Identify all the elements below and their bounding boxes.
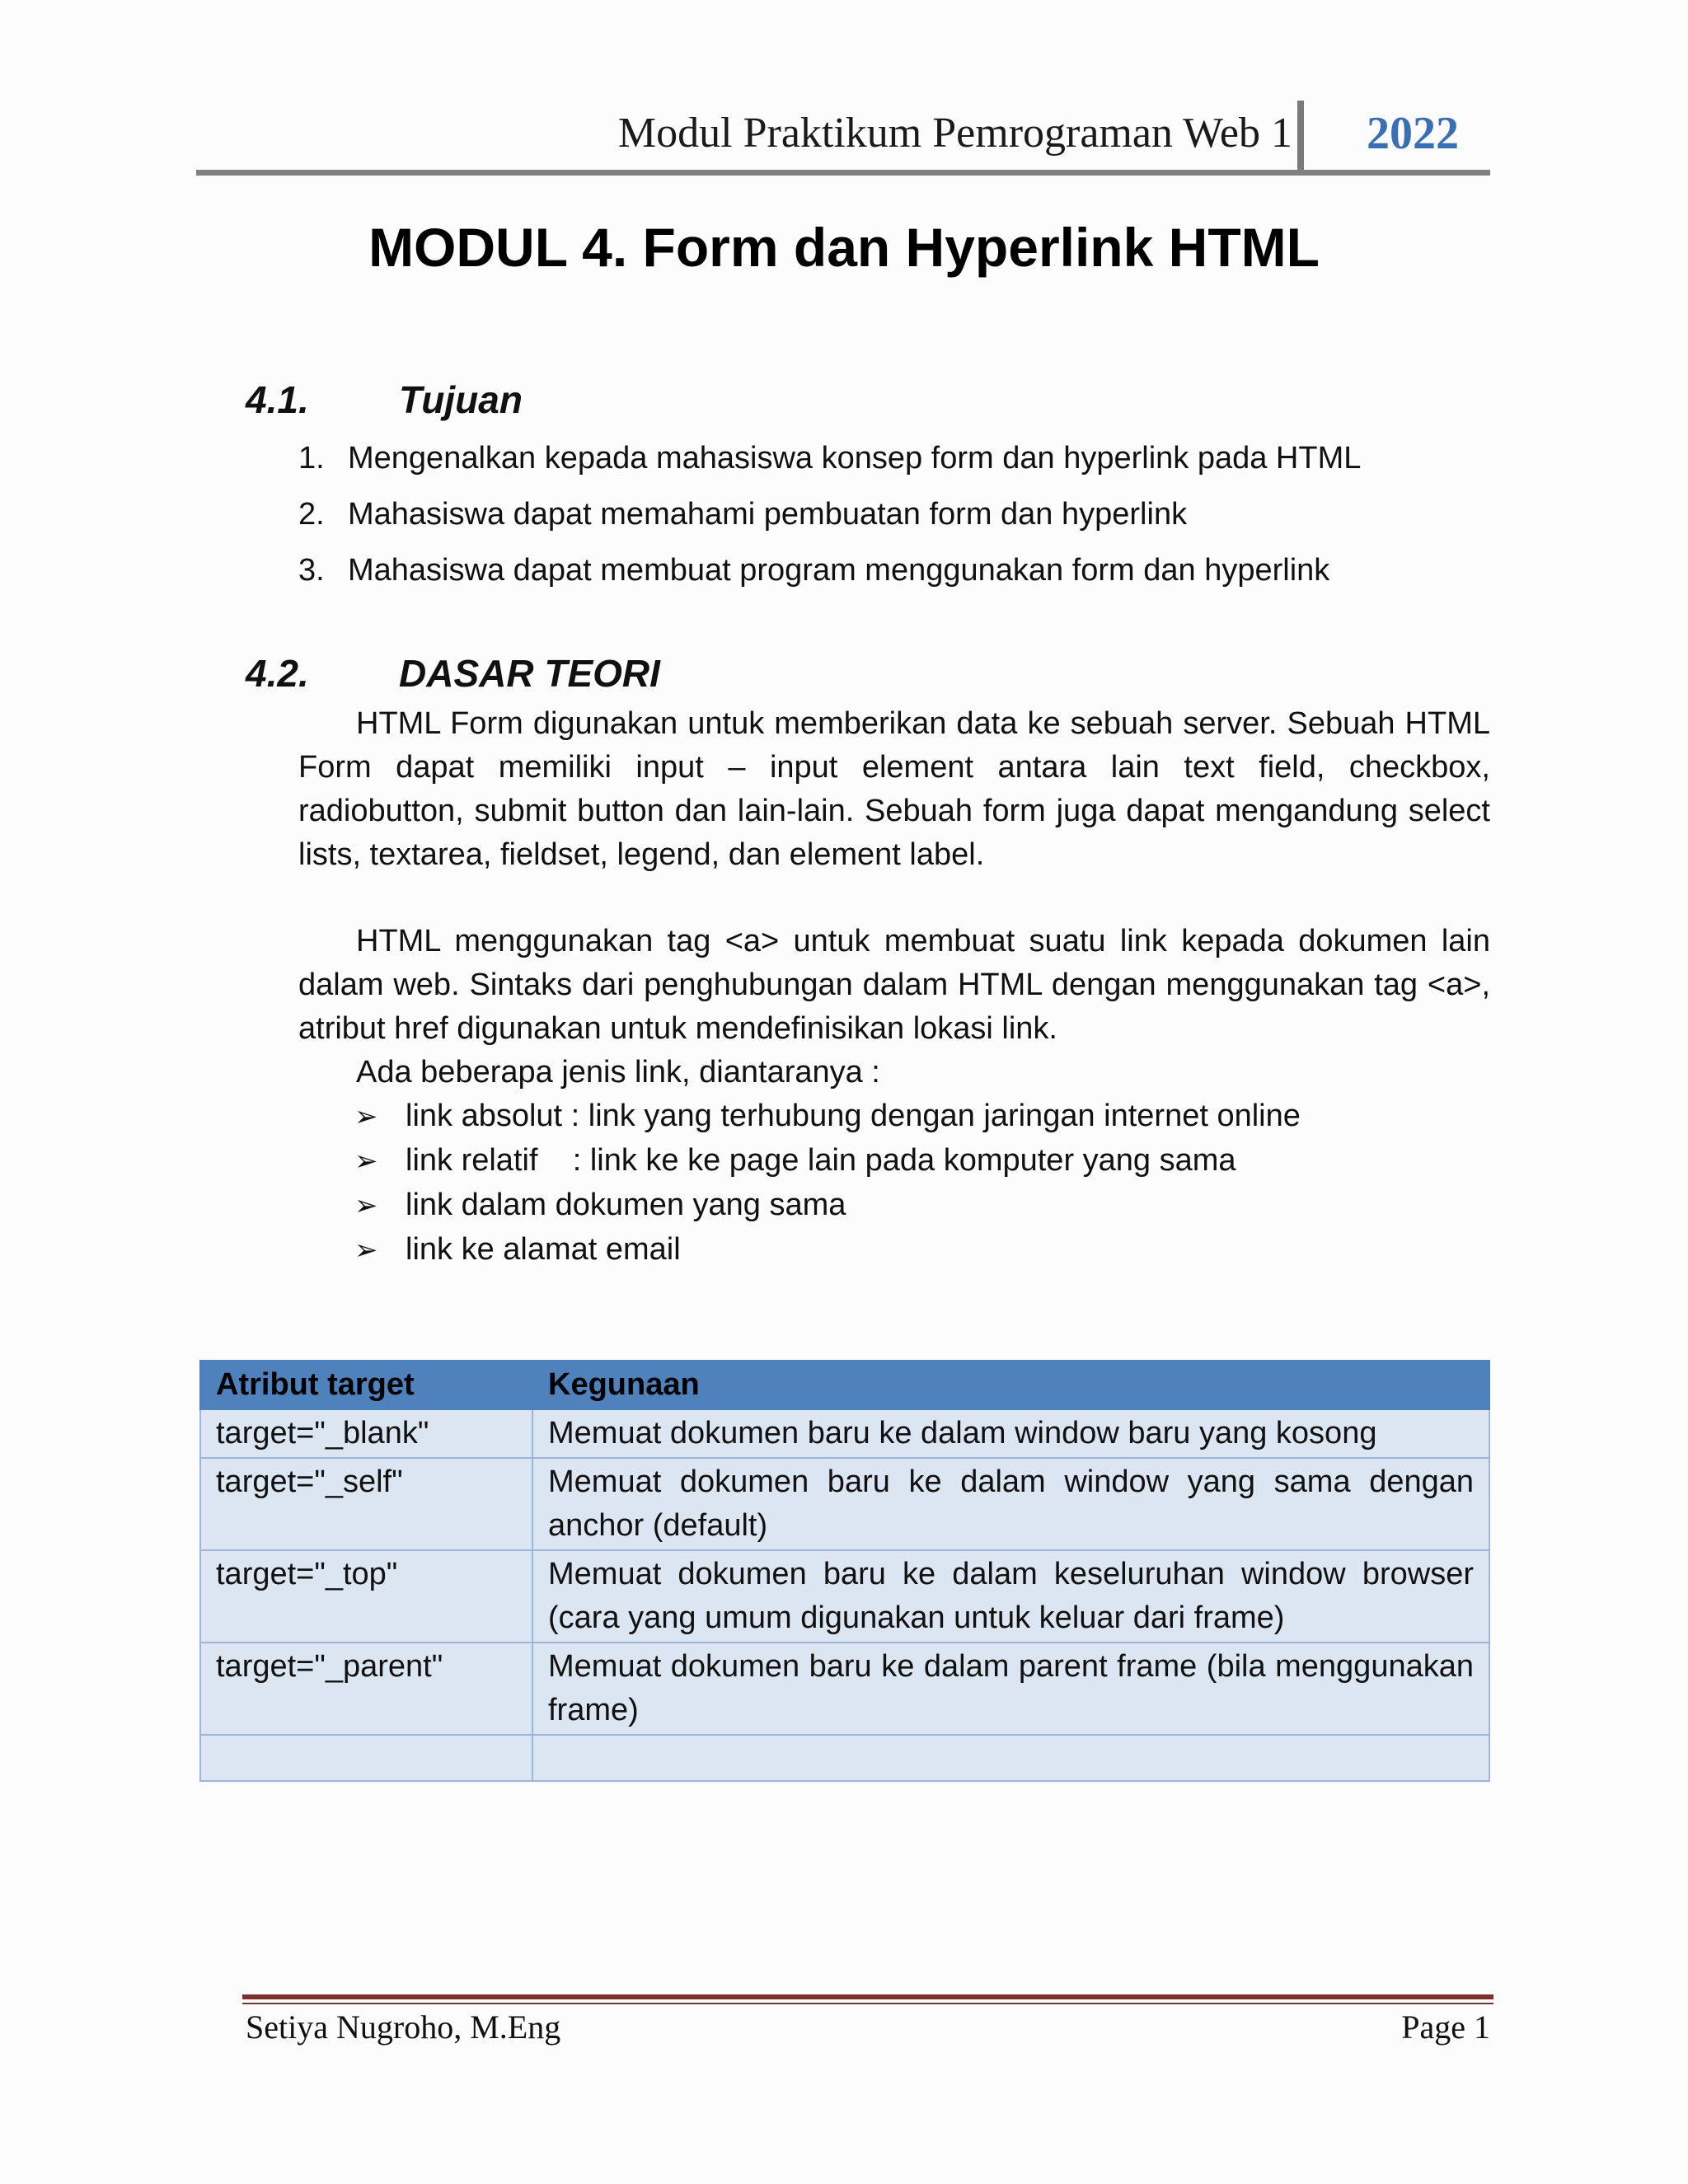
paragraph-hyperlink xyxy=(298,920,1490,1051)
column-header: Kegunaan xyxy=(532,1361,1489,1409)
table-cell: target="_self" xyxy=(200,1458,532,1550)
table-row xyxy=(200,1458,1489,1550)
list-item xyxy=(298,430,1361,486)
objectives-list xyxy=(298,430,1361,598)
list-number: 1. xyxy=(298,441,325,476)
footer-author: Setiya Nugroho, M.Eng xyxy=(246,2008,561,2046)
list-item xyxy=(354,1139,1301,1183)
link-types-list xyxy=(354,1094,1301,1272)
table-cell xyxy=(532,1735,1489,1781)
list-item xyxy=(298,542,1361,598)
footer-rule xyxy=(242,1994,1493,1999)
table-cell: Memuat dokumen baru ke dalam keseluruhan window browser (cara yang umum digunakan untuk keluar dari frame) xyxy=(532,1550,1489,1643)
list-number: 2. xyxy=(298,497,325,532)
arrow-bullet-icon: ➢ xyxy=(354,1101,378,1132)
column-header: Atribut target xyxy=(200,1361,532,1409)
paragraph-text: Ada beberapa jenis link, diantaranya : xyxy=(356,1055,880,1090)
section-number: 4.2. xyxy=(246,652,309,695)
section-title: Tujuan xyxy=(399,378,523,421)
header-title: Modul Praktikum Pemrograman Web 1 xyxy=(617,110,1292,157)
list-number: 3. xyxy=(298,553,325,588)
paragraph-intro xyxy=(298,1051,1490,1094)
header-divider xyxy=(1297,101,1304,173)
list-item xyxy=(298,486,1361,542)
table-cell: Memuat dokumen baru ke dalam window baru yang kosong xyxy=(532,1409,1489,1458)
footer-page-number: Page 1 xyxy=(1401,2008,1490,2046)
section-number: 4.1. xyxy=(246,378,309,421)
page-title: MODUL 4. Form dan Hyperlink HTML xyxy=(368,217,1320,278)
list-text: Mahasiswa dapat membuat program menggunakan form dan hyperlink xyxy=(348,553,1330,588)
paragraph-form xyxy=(298,702,1490,877)
list-text: link relatif : link ke ke page lain pada komputer yang sama xyxy=(406,1143,1236,1178)
table-row-empty xyxy=(200,1735,1489,1781)
list-text: link dalam dokumen yang sama xyxy=(406,1188,846,1222)
arrow-bullet-icon: ➢ xyxy=(354,1190,378,1221)
table-cell xyxy=(200,1735,532,1781)
table-header-row xyxy=(200,1361,1489,1409)
section-title: DASAR TEORI xyxy=(399,652,660,695)
target-attribute-table xyxy=(199,1360,1490,1782)
table-cell: target="_top" xyxy=(200,1550,532,1643)
list-text: link ke alamat email xyxy=(406,1232,681,1267)
header-rule xyxy=(196,170,1490,176)
table-cell: target="_blank" xyxy=(200,1409,532,1458)
paragraph-text: HTML menggunakan tag <a> untuk membuat suatu link kepada dokumen lain dalam web. Sintaks dari penghubungan dalam HTML dengan menggunakan tag <a>, atribut href digunakan untuk mendefinisikan lokasi link. xyxy=(298,924,1490,1046)
paragraph-text: HTML Form digunakan untuk memberikan data ke sebuah server. Sebuah HTML Form dapat memiliki input – input element antara lain text field, checkbox, radiobutton, submit button dan lain-lain. Sebuah form juga dapat mengandung select lists, textarea, fieldset, legend, dan element label. xyxy=(298,706,1490,872)
table-row xyxy=(200,1409,1489,1458)
list-text: link absolut : link yang terhubung dengan jaringan internet online xyxy=(406,1099,1301,1133)
list-text: Mengenalkan kepada mahasiswa konsep form dan hyperlink pada HTML xyxy=(348,441,1362,476)
list-text: Mahasiswa dapat memahami pembuatan form dan hyperlink xyxy=(348,497,1188,532)
list-item xyxy=(354,1094,1301,1139)
table-cell: target="_parent" xyxy=(200,1643,532,1735)
footer-rule-thin xyxy=(242,2003,1493,2004)
table-cell: Memuat dokumen baru ke dalam window yang sama dengan anchor (default) xyxy=(532,1458,1489,1550)
table-row xyxy=(200,1643,1489,1735)
header-year: 2022 xyxy=(1367,108,1459,159)
page-header xyxy=(196,97,1490,176)
list-item xyxy=(354,1183,1301,1228)
arrow-bullet-icon: ➢ xyxy=(354,1235,378,1266)
list-item xyxy=(354,1228,1301,1272)
table-cell: Memuat dokumen baru ke dalam parent frame (bila menggunakan frame) xyxy=(532,1643,1489,1735)
table-row xyxy=(200,1550,1489,1643)
arrow-bullet-icon: ➢ xyxy=(354,1146,378,1177)
